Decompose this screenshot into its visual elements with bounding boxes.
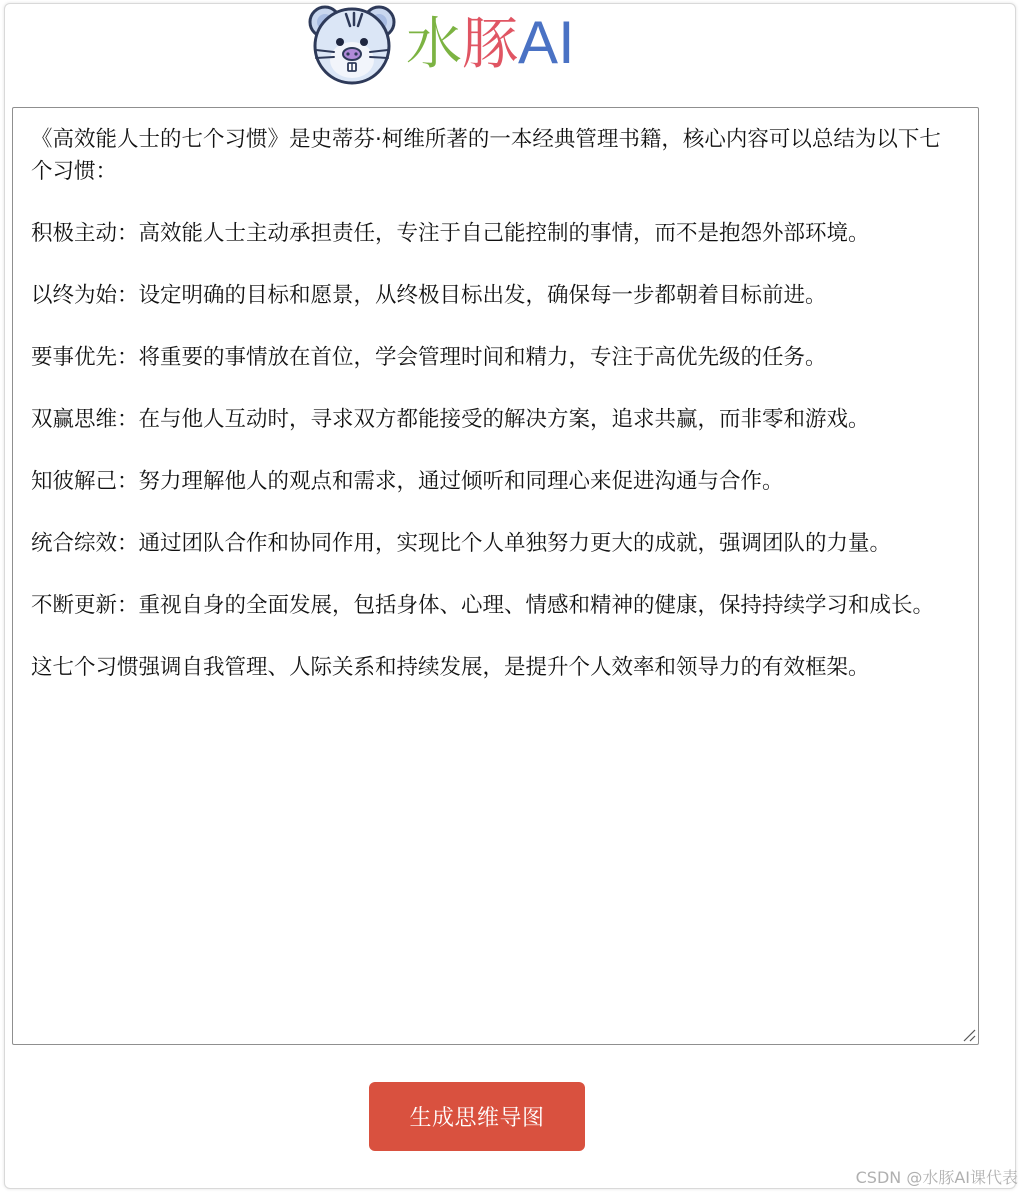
paragraph-habit-3: 要事优先：将重要的事情放在首位，学会管理时间和精力，专注于高优先级的任务。 <box>31 345 827 370</box>
logo-wordmark <box>406 1 575 87</box>
rat-mascot-icon <box>308 2 396 86</box>
logo-text-part2: 豚 <box>462 12 518 77</box>
generate-mindmap-button[interactable]: 生成思维导图 <box>369 1082 585 1151</box>
paragraph-habit-1: 积极主动：高效能人士主动承担责任，专注于自己能控制的事情，而不是抱怨外部环境。 <box>31 221 870 246</box>
watermark: CSDN @水豚AI课代表 <box>855 1168 1018 1187</box>
paragraph-habit-4: 双赢思维：在与他人互动时，寻求双方都能接受的解决方案，追求共赢，而非零和游戏。 <box>31 407 870 432</box>
paragraph-habit-5: 知彼解己：努力理解他人的观点和需求，通过倾听和同理心来促进沟通与合作。 <box>31 469 784 494</box>
logo <box>308 2 575 86</box>
logo-text-part3: AI <box>518 9 575 76</box>
paragraph-habit-6: 统合综效：通过团队合作和协同作用，实现比个人单独努力更大的成就，强调团队的力量。 <box>31 531 892 556</box>
paragraph-habit-7: 不断更新：重视自身的全面发展，包括身体、心理、情感和精神的健康，保持持续学习和成长。 <box>31 593 935 618</box>
paragraph-habit-2: 以终为始：设定明确的目标和愿景，从终极目标出发，确保每一步都朝着目标前进。 <box>31 283 827 308</box>
resize-handle-icon[interactable] <box>960 1026 976 1042</box>
content-textarea[interactable] <box>12 107 979 1045</box>
logo-text-part1: 水 <box>406 12 462 77</box>
paragraph-summary: 这七个习惯强调自我管理、人际关系和持续发展，是提升个人效率和领导力的有效框架。 <box>31 655 870 680</box>
paragraph-intro: 《高效能人士的七个习惯》是史蒂芬·柯维所著的一本经典管理书籍，核心内容可以总结为以下七个习惯： <box>31 127 941 184</box>
